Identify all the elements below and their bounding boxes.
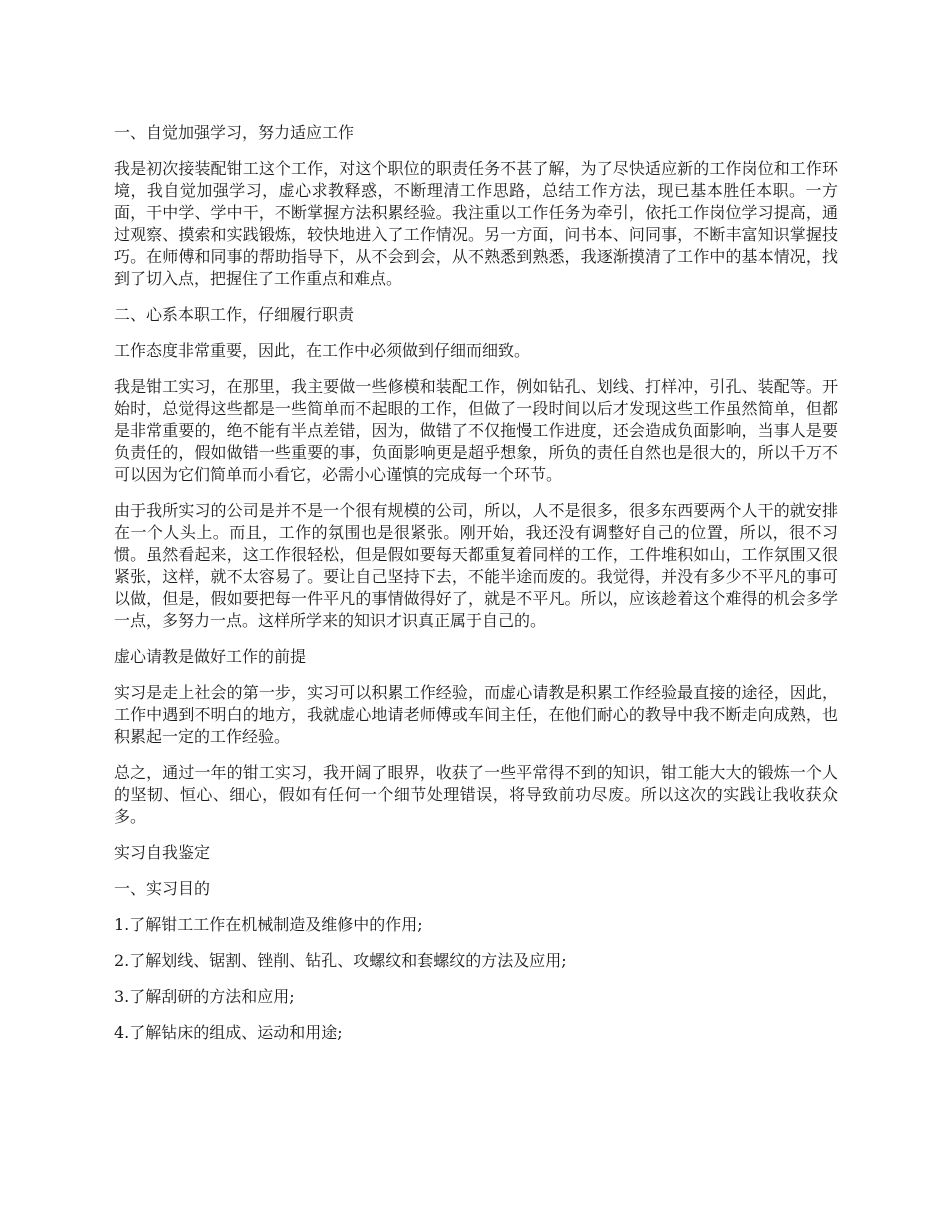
section-heading: 一、实习目的 (114, 879, 211, 898)
section-heading: 一、自觉加强学习，努力适应工作 (114, 123, 355, 142)
list-item: 3.了解刮研的方法和应用; (114, 987, 295, 1006)
paragraph: 我是钳工实习，在那里，我主要做一些修模和装配工作，例如钻孔、划线、打样冲，引孔、装配等。开始时，总觉得这些都是一些简单而不起眼的工作，但做了一段时间以后才发现这些工作虽然简单，但都是非常重要的，绝不能有半点差错，因为，做错了不仅拖慢工作进度，还会造成负面影响，当事人是要负责任的，假如做错一些重要的事，负面影响更是超乎想象，所负的责任自然也是很大的，所以千万不可以因为它们简单而小看它，必需小心谨慎的完成每一个环节。 (114, 377, 838, 484)
paragraph: 由于我所实习的公司是并不是一个很有规模的公司，所以，人不是很多，很多东西要两个人干的就安排在一个人头上。而且，工作的氛围也是很紧张。刚开始，我还没有调整好自己的位置，所以，很不习惯。虽然看起来，这工作很轻松，但是假如要每天都重复着同样的工作，工件堆积如山，工作氛围又很紧张，这样，就不太容易了。要让自己坚持下去，不能半途而废的。我觉得，并没有多少不平凡的事可以做，但是，假如要把每一件平凡的事情做得好了，就是不平凡。所以，应该趁着这个难得的机会多学一点，多努力一点。这样所学来的知识才识真正属于自己的。 (114, 501, 838, 630)
list-item: 4.了解钻床的组成、运动和用途; (114, 1023, 343, 1042)
paragraph: 总之，通过一年的钳工实习，我开阔了眼界，收获了一些平常得不到的知识，钳工能大大的锻炼一个人的坚韧、恒心、细心，假如有任何一个细节处理错误，将导致前功尽废。所以这次的实践让我收获众多。 (114, 763, 838, 826)
list-item: 2.了解划线、锯割、锉削、钻孔、攻螺纹和套螺纹的方法及应用; (114, 951, 567, 970)
list-item: 1.了解钳工工作在机械制造及维修中的作用; (114, 915, 423, 934)
section-heading: 二、心系本职工作，仔细履行职责 (114, 305, 355, 324)
section-heading: 虚心请教是做好工作的前提 (114, 647, 307, 666)
section-heading: 实习自我鉴定 (114, 843, 211, 862)
paragraph: 我是初次接装配钳工这个工作，对这个职位的职责任务不甚了解，为了尽快适应新的工作岗位和工作环境，我自觉加强学习，虚心求教释惑，不断理清工作思路，总结工作方法，现已基本胜任本职。一方面，干中学、学中干，不断掌握方法积累经验。我注重以工作任务为牵引，依托工作岗位学习提高，通过观察、摸索和实践锻炼，较快地进入了工作情况。另一方面，问书本、问同事，不断丰富知识掌握技巧。在师傅和同事的帮助指导下，从不会到会，从不熟悉到熟悉，我逐渐摸清了工作中的基本情况，找到了切入点，把握住了工作重点和难点。 (114, 159, 838, 288)
paragraph: 工作态度非常重要，因此，在工作中必须做到仔细而细致。 (114, 341, 531, 360)
document-body (114, 122, 838, 1058)
paragraph: 实习是走上社会的第一步，实习可以积累工作经验，而虚心请教是积累工作经验最直接的途径，因此，工作中遇到不明白的地方，我就虚心地请老师傅或车间主任，在他们耐心的教导中我不断走向成熟，也积累起一定的工作经验。 (114, 683, 838, 746)
